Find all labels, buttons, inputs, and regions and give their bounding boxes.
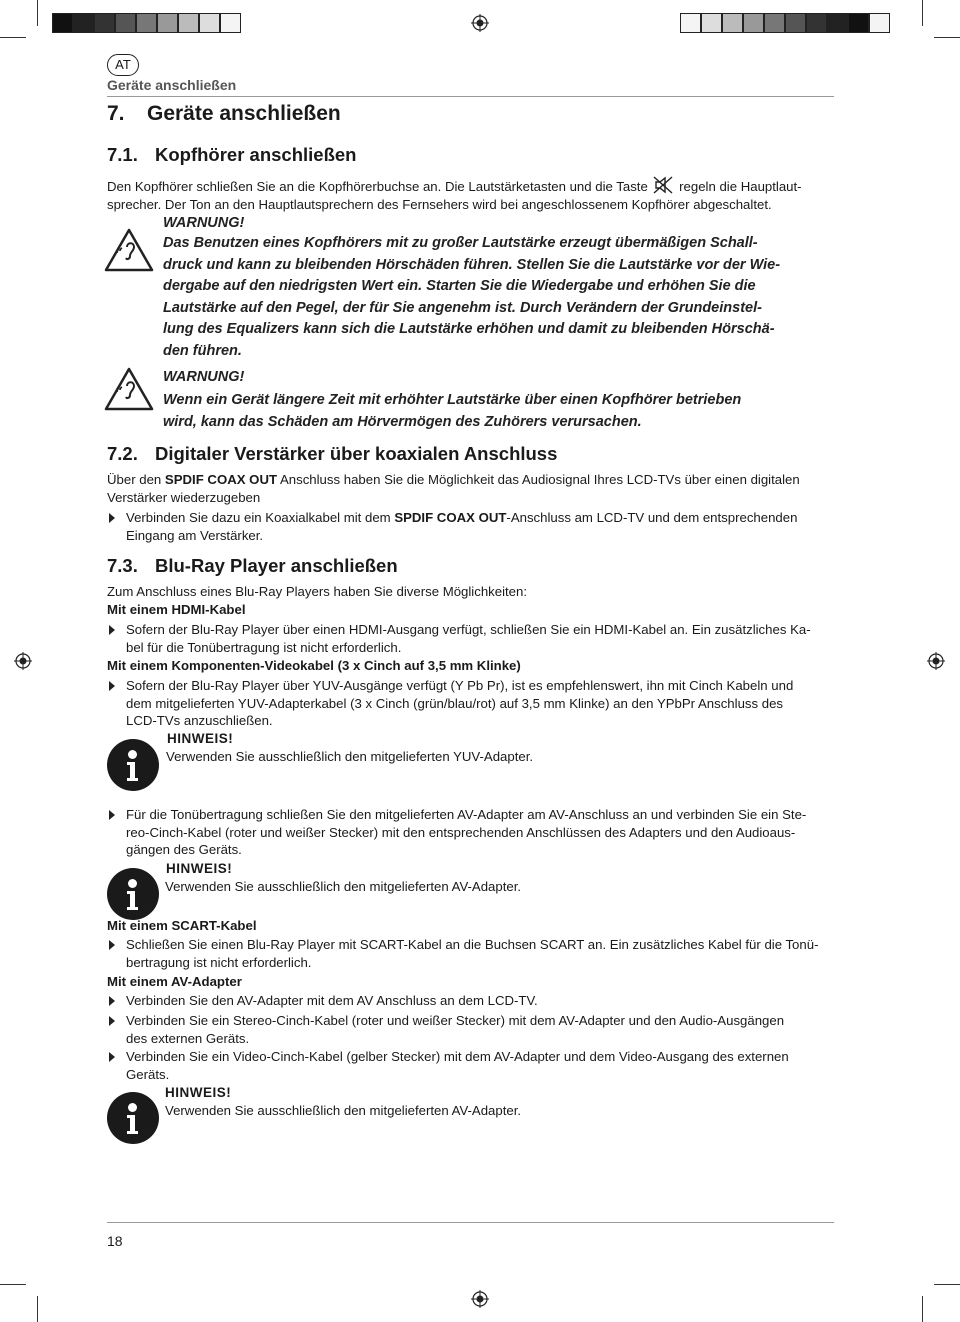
crop-mark [0, 37, 26, 38]
text-segment: Den Kopfhörer schließen Sie an die Kopfhörerbuchse an. Die Lautstärketasten und die Taste [107, 179, 648, 194]
warning-title: WARNUNG! [163, 215, 245, 231]
warning-line: den führen. [163, 342, 242, 359]
paragraph [107, 471, 837, 506]
text-segment: SPDIF COAX OUT [394, 510, 507, 525]
hearing-warning-icon [103, 227, 155, 273]
note-text: Verwenden Sie ausschließlich den mitgelieferten AV-Adapter. [165, 1103, 522, 1118]
subsection-heading [107, 443, 557, 465]
text-line [107, 176, 837, 196]
text-segment: Verbinden Sie ein Stereo-Cinch-Kabel (roter und weißer Stecker) mit dem AV-Adapter und den Audio-Ausgängen [126, 1013, 785, 1028]
warning-text [163, 233, 843, 362]
warning-text [163, 390, 843, 433]
text-line: Verstärker wiederzugeben [107, 489, 261, 505]
bullet-arrow-icon [109, 513, 115, 523]
list-item-text [126, 1012, 837, 1047]
list-item [107, 806, 837, 859]
text-segment: LCD-TVs anzuschließen. [126, 713, 273, 728]
hearing-warning-icon [103, 366, 155, 412]
bullet-arrow-icon [109, 625, 115, 635]
registration-mark-icon [471, 1290, 489, 1308]
paragraph: Zum Anschluss eines Blu-Ray Players haben Sie diverse Möglichkeiten: [107, 584, 528, 599]
warning-line: druck und kann zu bleibenden Hörschäden führen. Stellen Sie die Lautstärke vor der Wie- [163, 256, 781, 273]
text-segment: dem mitgelieferten YUV-Adapterkabel (3 x Cinch (grün/blau/rot) auf 3,5 mm Klinke) an den YPbPr Anschluss des [126, 695, 784, 711]
list-item [107, 1012, 837, 1047]
grayscale-bar-right [680, 13, 890, 33]
warning-line: lung des Equalizers kann sich die Lautstärke erhöhen und damit zu bleibenden Hörschä- [163, 321, 775, 337]
warning-line: Das Benutzen eines Kopfhörers mit zu großer Lautstärke erzeugt übermäßigen Schall- [163, 235, 758, 251]
text-segment: gängen des Geräts. [126, 842, 242, 857]
list-item [107, 677, 837, 730]
list-item-text [126, 621, 837, 656]
registration-mark-icon [927, 652, 945, 670]
note-title: HINWEIS! [166, 861, 233, 876]
crop-mark [934, 1284, 960, 1285]
list-item [107, 509, 837, 544]
list-item [107, 1048, 837, 1083]
list-item-text [126, 1048, 837, 1083]
bullet-arrow-icon [109, 681, 115, 691]
header-divider [107, 96, 834, 97]
subsection-number: 7.1. [107, 144, 138, 165]
info-icon [107, 1092, 159, 1144]
language-badge: AT [107, 54, 139, 76]
list-item [107, 621, 837, 656]
list-item [107, 936, 837, 971]
subsection-title: Blu-Ray Player anschließen [155, 555, 398, 576]
method-heading: Mit einem HDMI-Kabel [107, 602, 246, 617]
crop-mark [37, 0, 38, 26]
text-line: sprecher. Der Ton an den Hauptlautsprechern des Fernsehers wird bei angeschlossenem Kopfhörer abgeschaltet. [107, 196, 772, 212]
bullet-arrow-icon [109, 940, 115, 950]
text-segment: bel für die Tonübertragung ist nicht erforderlich. [126, 639, 402, 655]
crop-mark [37, 1296, 38, 1322]
list-item [107, 992, 837, 1010]
text-segment: bertragung ist nicht erforderlich. [126, 954, 312, 970]
text-line [107, 471, 837, 489]
warning-line: wird, kann das Schäden am Hörvermögen des Zuhörers verursachen. [163, 413, 642, 430]
subsection-heading [107, 144, 356, 166]
subsection-number: 7.3. [107, 555, 138, 576]
text-segment: reo-Cinch-Kabel (roter und weißer Stecker) mit den entsprechenden Anschlüssen des Adapters und den Audioaus- [126, 824, 796, 840]
text-segment: Über den [107, 472, 165, 487]
list-item-text [126, 677, 837, 730]
warning-title: WARNUNG! [163, 369, 245, 385]
text-segment: Sofern der Blu-Ray Player über einen HDMI-Ausgang verfügt, schließen Sie ein HDMI-Kabel an. Ein zusätzliches Ka- [126, 622, 811, 637]
text-segment: Schließen Sie einen Blu-Ray Player mit SCART-Kabel an die Buchsen SCART an. Ein zusätzliches Kabel für die Tonü- [126, 937, 819, 952]
note-title: HINWEIS! [167, 731, 234, 746]
text-segment: -Anschluss am LCD-TV und dem entsprechenden [506, 510, 798, 525]
crop-mark [922, 1296, 923, 1322]
section-number: 7. [107, 102, 125, 125]
crop-mark [934, 37, 960, 38]
subsection-heading [107, 555, 398, 577]
mute-icon [653, 176, 673, 194]
list-item-text [126, 806, 837, 859]
registration-mark-icon [14, 652, 32, 670]
section-heading [107, 102, 341, 126]
bullet-arrow-icon [109, 996, 115, 1006]
list-item-text [126, 509, 837, 544]
text-segment: Anschluss haben Sie die Möglichkeit das Audiosignal Ihres LCD-TVs über einen digitalen [277, 472, 800, 487]
intro-paragraph [107, 176, 837, 213]
bullet-arrow-icon [109, 1052, 115, 1062]
warning-line: Lautstärke auf den Pegel, der für Sie angenehm ist. Durch Verändern der Grundeinstel- [163, 299, 762, 316]
text-segment: Geräts. [126, 1066, 170, 1082]
text-segment: Für die Tonübertragung schließen Sie den mitgelieferten AV-Adapter am AV-Anschluss an und verbinden Sie ein Ste- [126, 807, 807, 822]
subsection-title: Kopfhörer anschließen [155, 144, 357, 165]
info-icon [107, 868, 159, 920]
warning-line: Wenn ein Gerät längere Zeit mit erhöhter Lautstärke über einen Kopfhörer betrieben [163, 392, 742, 408]
info-icon [107, 739, 159, 791]
bullet-arrow-icon [109, 810, 115, 820]
bullet-arrow-icon [109, 1016, 115, 1026]
note-title: HINWEIS! [165, 1085, 232, 1100]
note-text: Verwenden Sie ausschließlich den mitgelieferten AV-Adapter. [165, 879, 522, 894]
page-number: 18 [107, 1233, 123, 1249]
method-heading: Mit einem Komponenten-Videokabel (3 x Cinch auf 3,5 mm Klinke) [107, 658, 521, 673]
crop-mark [0, 1284, 26, 1285]
registration-mark-icon [471, 14, 489, 32]
text-segment: SPDIF COAX OUT [164, 472, 278, 487]
footer-divider [107, 1222, 834, 1223]
text-segment: des externen Geräts. [126, 1030, 250, 1046]
warning-line: dergabe auf den niedrigsten Wert ein. Starten Sie die Wiedergabe und erhöhen Sie die [163, 278, 756, 294]
section-title: Geräte anschließen [147, 102, 341, 125]
method-heading: Mit einem AV-Adapter [107, 974, 242, 989]
text-segment: Eingang am Verstärker. [126, 527, 264, 543]
running-head: Geräte anschließen [107, 77, 237, 93]
method-heading: Mit einem SCART-Kabel [107, 918, 257, 933]
text-segment: Verbinden Sie ein Video-Cinch-Kabel (gelber Stecker) mit dem AV-Adapter und dem Video-Ausgang des externen [126, 1049, 789, 1064]
subsection-title: Digitaler Verstärker über koaxialen Anschluss [155, 443, 558, 464]
text-segment: Verbinden Sie dazu ein Koaxialkabel mit dem [126, 510, 395, 525]
subsection-number: 7.2. [107, 443, 138, 464]
list-item-text [126, 936, 837, 971]
crop-mark [922, 0, 923, 26]
list-item-text: Verbinden Sie den AV-Adapter mit dem AV Anschluss an dem LCD-TV. [126, 993, 538, 1008]
text-segment: Sofern der Blu-Ray Player über YUV-Ausgänge verfügt (Y Pb Pr), ist es empfehlenswert, ihn mit Cinch Kabeln und [126, 678, 794, 693]
note-text: Verwenden Sie ausschließlich den mitgelieferten YUV-Adapter. [166, 749, 534, 764]
text-segment: regeln die Hauptlaut- [679, 179, 802, 194]
grayscale-bar-left [52, 13, 241, 33]
